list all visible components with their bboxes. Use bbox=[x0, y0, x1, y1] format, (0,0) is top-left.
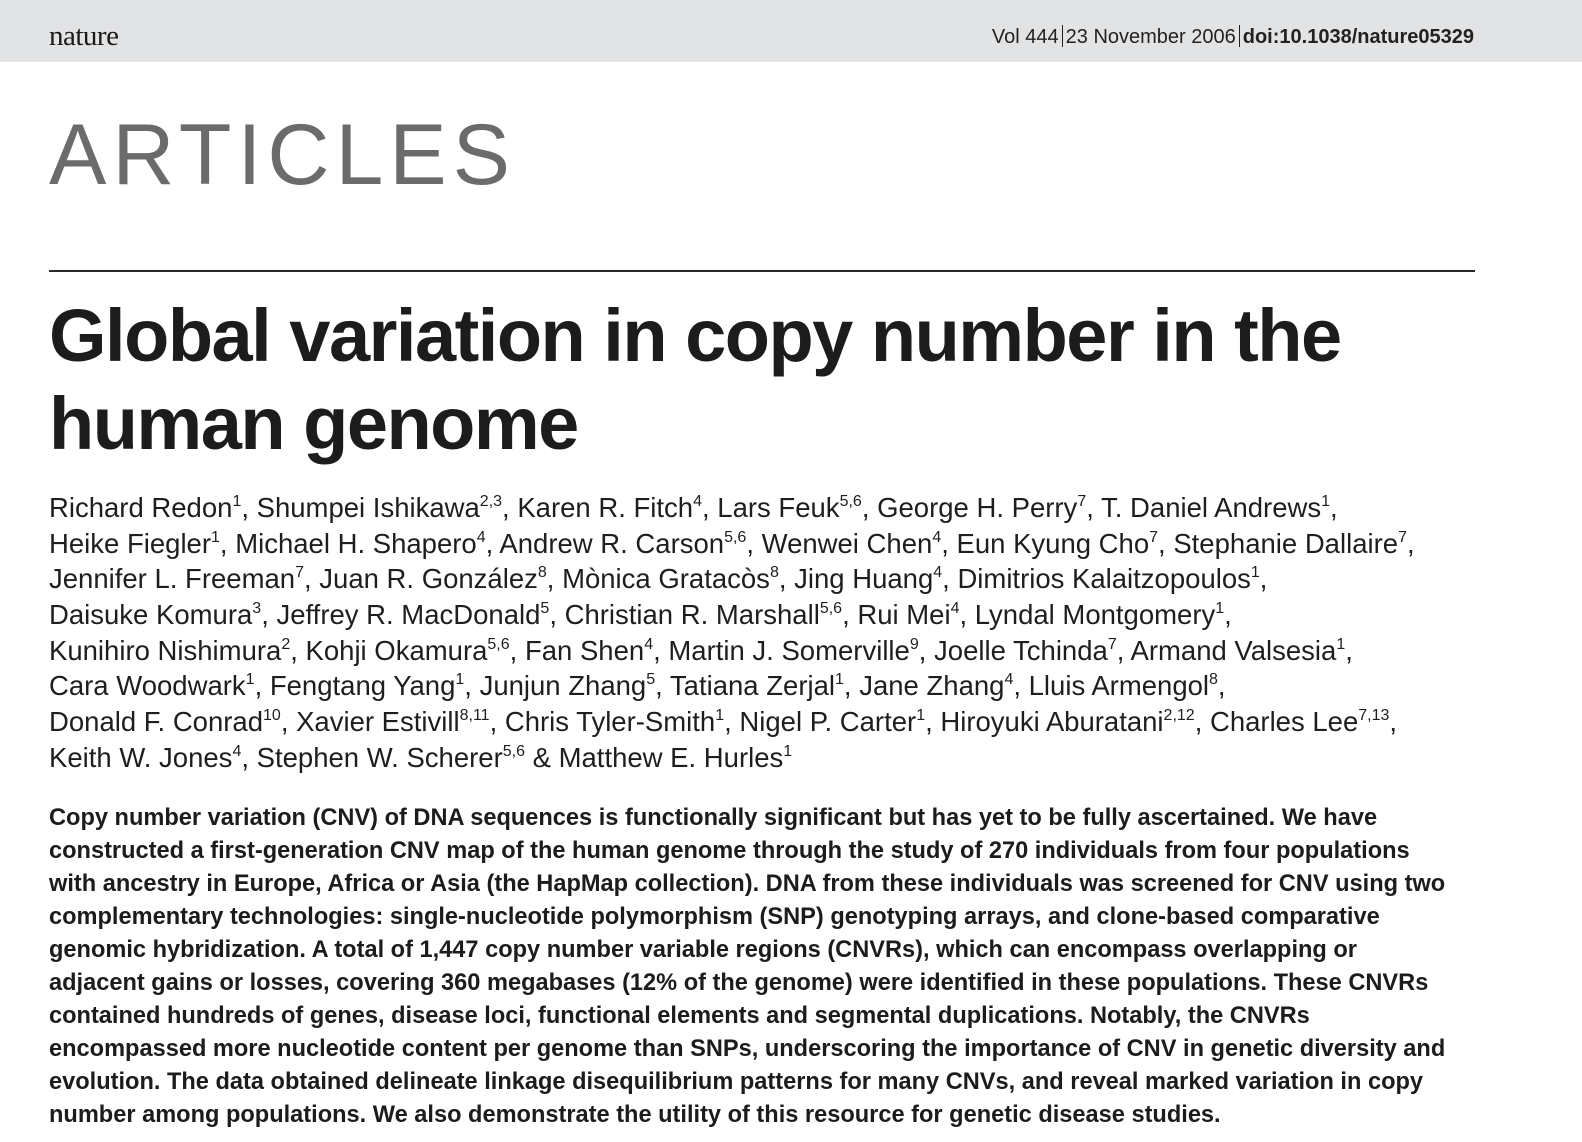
affiliation-number: 7,13 bbox=[1358, 707, 1390, 725]
abstract-line: contained hundreds of genes, disease loci, functional elements and segmental duplications. Notably, the CNVRs bbox=[49, 1003, 1310, 1029]
author-name: Lluis Armengol bbox=[1028, 670, 1210, 702]
author-name: Juan R. González bbox=[319, 563, 538, 595]
affiliation-number: 10 bbox=[263, 707, 281, 725]
affiliation-number: 1 bbox=[1321, 493, 1331, 510]
author-separator: , bbox=[304, 563, 320, 595]
affiliation-number: 8 bbox=[769, 564, 779, 582]
author-separator: , bbox=[549, 599, 565, 631]
author-separator: , bbox=[941, 527, 957, 559]
author-name: Joelle Tchinda bbox=[934, 634, 1108, 666]
author-separator: , bbox=[261, 599, 277, 631]
affiliation-number: 5 bbox=[646, 671, 656, 689]
author-separator: , bbox=[280, 706, 297, 738]
affiliation-number: 8,11 bbox=[459, 707, 490, 725]
author-separator: , bbox=[746, 527, 762, 559]
affiliation-number: 7 bbox=[1398, 528, 1407, 546]
author-name: Stephen W. Scherer bbox=[256, 741, 503, 773]
affiliation-number: 1 bbox=[455, 671, 465, 689]
author-separator: , bbox=[842, 599, 858, 631]
affiliation-number: 4 bbox=[932, 528, 942, 546]
author-separator: , bbox=[219, 527, 236, 559]
author-name: Lyndal Montgomery bbox=[974, 599, 1216, 631]
author-separator: , bbox=[925, 706, 941, 738]
author-name: Jing Huang bbox=[794, 563, 934, 595]
author-separator: , bbox=[843, 670, 860, 702]
affiliation-number: 8 bbox=[1209, 671, 1218, 689]
author-name: Wenwei Chen bbox=[761, 527, 933, 559]
author-separator: , bbox=[1013, 670, 1029, 702]
author-separator: & bbox=[524, 741, 559, 773]
author-separator: , bbox=[702, 492, 718, 523]
author-separator: , bbox=[546, 563, 563, 595]
author-name: Michael H. Shapero bbox=[235, 527, 477, 559]
author-name: Eun Kyung Cho bbox=[956, 527, 1150, 559]
author-line bbox=[49, 668, 1489, 704]
author-name: Dimitrios Kalaitzopoulos bbox=[957, 563, 1251, 595]
author-separator: , bbox=[1330, 492, 1338, 523]
abstract-line: Copy number variation (CNV) of DNA sequences is functionally significant but has yet to be fully ascertained. We have bbox=[49, 805, 1378, 831]
author-name: Fan Shen bbox=[524, 634, 645, 666]
author-list bbox=[49, 490, 1489, 776]
article-title bbox=[49, 292, 1469, 468]
author-name: Heike Fiegler bbox=[49, 527, 212, 559]
affiliation-number: 4 bbox=[693, 493, 702, 510]
title-line: human genome bbox=[49, 382, 578, 465]
author-name: Junjun Zhang bbox=[479, 670, 647, 702]
affiliation-number: 1 bbox=[245, 671, 255, 689]
author-separator: , bbox=[1345, 634, 1353, 666]
author-name: Martin J. Somerville bbox=[668, 634, 910, 666]
author-name: Xavier Estivill bbox=[296, 706, 460, 738]
citation-separator bbox=[1239, 25, 1240, 47]
author-name: Cara Woodwark bbox=[49, 670, 246, 702]
affiliation-number: 5 bbox=[540, 600, 550, 618]
abstract-line: encompassed more nucleotide content per genome than SNPs, underscoring the importance of CNV in genetic diversity and bbox=[49, 1036, 1446, 1062]
author-line bbox=[49, 633, 1489, 669]
affiliation-number: 4 bbox=[476, 528, 486, 546]
author-separator: , bbox=[653, 634, 669, 666]
author-name: Hiroyuki Aburatani bbox=[940, 706, 1164, 738]
author-line bbox=[49, 526, 1489, 562]
affiliation-number: 1 bbox=[211, 528, 220, 546]
abstract-line: genomic hybridization. A total of 1,447 copy number variable regions (CNVRs), which can encompass overlapping or bbox=[49, 937, 1357, 963]
abstract-line: adjacent gains or losses, covering 360 megabases (12% of the genome) were identified in these populations. These CNVRs bbox=[49, 970, 1429, 996]
author-separator: , bbox=[485, 527, 500, 559]
affiliation-number: 3 bbox=[252, 600, 262, 618]
affiliation-number: 5,6 bbox=[839, 493, 862, 510]
author-line bbox=[49, 597, 1489, 633]
journal-header-bar bbox=[0, 0, 1582, 62]
author-separator: , bbox=[1224, 599, 1232, 631]
author-name: Jennifer L. Freeman bbox=[49, 563, 296, 595]
doi-label: doi:10.1038/nature05329 bbox=[1242, 26, 1474, 48]
author-line bbox=[49, 561, 1489, 597]
author-separator: , bbox=[1389, 706, 1398, 738]
author-separator: , bbox=[1158, 527, 1174, 559]
journal-logo: nature bbox=[49, 20, 119, 52]
author-separator: , bbox=[724, 706, 740, 738]
author-separator: , bbox=[290, 634, 306, 666]
affiliation-number: 4 bbox=[232, 742, 242, 760]
affiliation-number: 2,12 bbox=[1163, 707, 1195, 725]
affiliation-number: 7 bbox=[1149, 528, 1159, 546]
author-name: Armand Valsesia bbox=[1130, 634, 1337, 666]
affiliation-number: 5,6 bbox=[724, 528, 747, 546]
affiliation-number: 1 bbox=[1250, 564, 1260, 582]
affiliation-number: 7 bbox=[1077, 493, 1087, 510]
author-name: Stephanie Dallaire bbox=[1173, 527, 1399, 559]
affiliation-number: 9 bbox=[909, 635, 919, 653]
abstract-line: constructed a first-generation CNV map of the human genome through the study of 270 individuals from four populations bbox=[49, 838, 1410, 864]
affiliation-number: 7 bbox=[295, 564, 304, 582]
affiliation-number: 1 bbox=[1215, 600, 1225, 618]
author-name: Kunihiro Nishimura bbox=[49, 634, 282, 666]
author-name: Jeffrey R. MacDonald bbox=[276, 599, 541, 631]
author-name: Christian R. Marshall bbox=[564, 599, 820, 631]
author-name: Donald F. Conrad bbox=[49, 706, 264, 738]
author-separator: , bbox=[1217, 670, 1226, 702]
title-line: Global variation in copy number in the bbox=[49, 294, 1341, 377]
citation-separator bbox=[1062, 25, 1063, 47]
author-separator: , bbox=[1259, 563, 1268, 595]
author-name: Karen R. Fitch bbox=[517, 492, 694, 523]
affiliation-number: 5,6 bbox=[819, 600, 843, 618]
author-separator: , bbox=[241, 492, 257, 523]
author-name: T. Daniel Andrews bbox=[1101, 492, 1322, 523]
author-name: Jane Zhang bbox=[859, 670, 1005, 702]
author-separator: , bbox=[942, 563, 958, 595]
volume-label: Vol 444 bbox=[991, 26, 1059, 48]
affiliation-number: 1 bbox=[1336, 635, 1346, 653]
author-separator: , bbox=[509, 634, 525, 666]
author-name: Fengtang Yang bbox=[269, 670, 456, 702]
affiliation-number: 1 bbox=[232, 493, 242, 510]
author-separator: , bbox=[918, 634, 935, 666]
affiliation-number: 5,6 bbox=[487, 635, 510, 653]
author-separator: , bbox=[959, 599, 975, 631]
author-line bbox=[49, 704, 1489, 740]
author-name: Richard Redon bbox=[49, 492, 233, 523]
abstract-line: evolution. The data obtained delineate linkage disequilibrium patterns for many CNVs, and reveal marked variation in copy bbox=[49, 1069, 1424, 1095]
issue-date: 23 November 2006 bbox=[1065, 26, 1236, 48]
author-name: Lars Feuk bbox=[717, 492, 840, 523]
author-name: Andrew R. Carson bbox=[499, 527, 725, 559]
affiliation-number: 1 bbox=[835, 671, 844, 689]
author-name: George H. Perry bbox=[877, 492, 1078, 523]
abstract-line: with ancestry in Europe, Africa or Asia (the HapMap collection). DNA from these individuals was screened for CNV using two bbox=[49, 871, 1446, 897]
author-separator: , bbox=[1194, 706, 1210, 738]
affiliation-number: 4 bbox=[950, 600, 960, 618]
affiliation-number: 4 bbox=[644, 635, 654, 653]
author-name: Matthew E. Hurles bbox=[558, 741, 784, 773]
affiliation-number: 2,3 bbox=[479, 493, 503, 510]
affiliation-number: 4 bbox=[1004, 671, 1014, 689]
author-name: Mònica Gratacòs bbox=[562, 563, 770, 595]
affiliation-number: 1 bbox=[916, 707, 926, 725]
abstract-line: complementary technologies: single-nucleotide polymorphism (SNP) genotyping arrays, and clone-based comparative bbox=[49, 904, 1380, 930]
author-name: Daisuke Komura bbox=[49, 599, 253, 631]
author-name: Shumpei Ishikawa bbox=[256, 492, 480, 523]
abstract-line: number among populations. We also demonstrate the utility of this resource for genetic disease studies. bbox=[49, 1102, 1221, 1128]
author-name: Kohji Okamura bbox=[305, 634, 488, 666]
author-name: Charles Lee bbox=[1209, 706, 1359, 738]
affiliation-number: 7 bbox=[1107, 635, 1117, 653]
abstract bbox=[49, 802, 1489, 1132]
affiliation-number: 4 bbox=[933, 564, 943, 582]
author-separator: , bbox=[254, 670, 270, 702]
author-separator: , bbox=[241, 741, 257, 773]
author-line bbox=[49, 740, 1489, 776]
author-separator: , bbox=[1116, 634, 1131, 666]
affiliation-number: 2 bbox=[281, 635, 291, 653]
author-name: Chris Tyler-Smith bbox=[504, 706, 716, 738]
author-separator: , bbox=[464, 670, 480, 702]
affiliation-number: 1 bbox=[715, 707, 725, 725]
author-separator: , bbox=[489, 706, 505, 738]
citation-info bbox=[992, 25, 1474, 49]
author-separator: , bbox=[502, 492, 518, 523]
affiliation-number: 1 bbox=[783, 742, 793, 760]
author-separator: , bbox=[1406, 527, 1415, 559]
section-label: ARTICLES bbox=[49, 107, 516, 203]
author-name: Nigel P. Carter bbox=[739, 706, 917, 738]
author-separator: , bbox=[655, 670, 670, 702]
author-separator: , bbox=[1086, 492, 1102, 523]
author-name: Tatiana Zerjal bbox=[669, 670, 836, 702]
author-separator: , bbox=[861, 492, 878, 523]
title-rule bbox=[49, 270, 1475, 272]
author-line bbox=[49, 490, 1489, 526]
author-separator: , bbox=[778, 563, 795, 595]
author-name: Rui Mei bbox=[857, 599, 951, 631]
affiliation-number: 8 bbox=[537, 564, 547, 582]
affiliation-number: 5,6 bbox=[502, 742, 525, 760]
author-name: Keith W. Jones bbox=[49, 741, 233, 773]
